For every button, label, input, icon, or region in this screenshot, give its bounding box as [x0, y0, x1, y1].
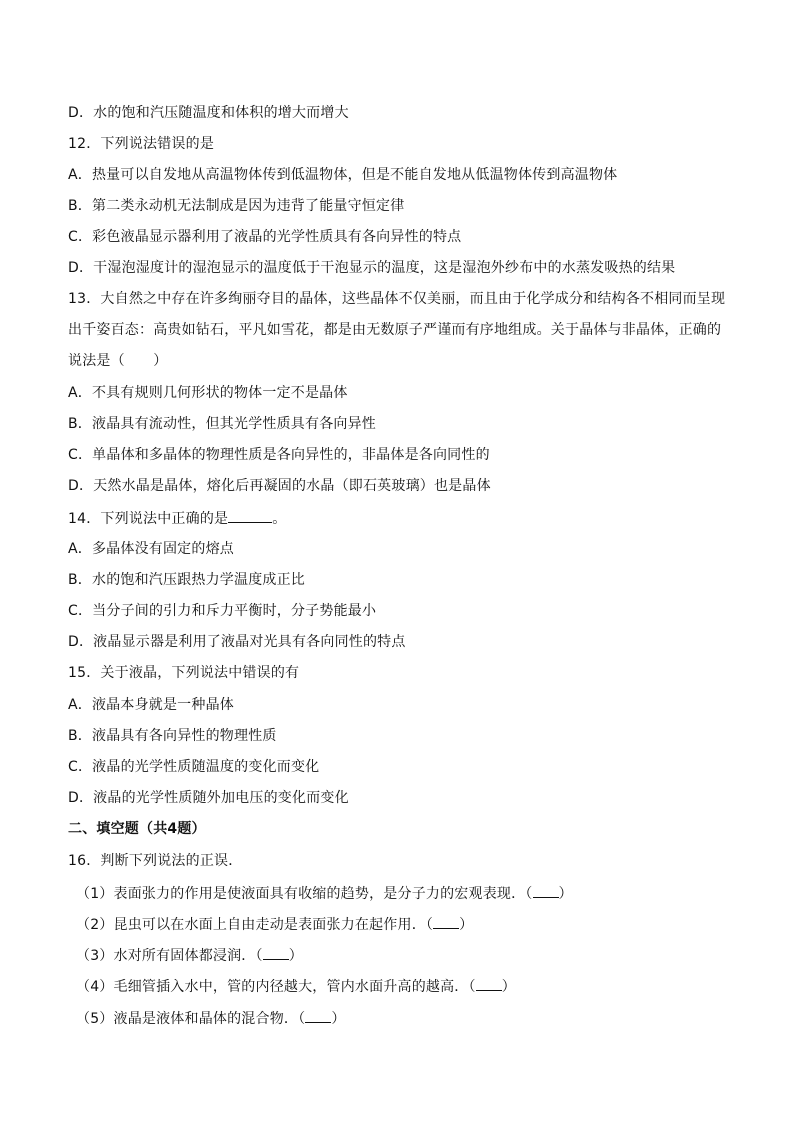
q12-option-a: A．热量可以自发地从高温物体传到低温物体，但是不能自发地从低温物体传到高温物体	[68, 167, 618, 183]
q12-option-b: B．第二类永动机无法制成是因为违背了能量守恒定律	[68, 198, 405, 214]
q16-item-4-close: ）	[501, 979, 516, 995]
q16-item-5	[76, 1008, 346, 1028]
q16-item-2-text: （2）昆虫可以在水面上自由走动是表面张力在起作用．（	[76, 917, 434, 933]
answer-blank	[533, 883, 559, 898]
q16-item-3-text: （3）水对所有固体都浸润．（	[76, 948, 263, 964]
q13-option-c: C．单晶体和多晶体的物理性质是各向异性的，非晶体是各向同性的	[68, 447, 490, 463]
q14-option-c: C．当分子间的引力和斥力平衡时，分子势能最小	[68, 603, 377, 619]
answer-blank	[305, 1008, 331, 1023]
q11-option-d: D．水的饱和汽压随温度和体积的增大而增大	[68, 105, 349, 121]
q15-option-a: A．液晶本身就是一种晶体	[68, 697, 234, 713]
q14-option-d: D．液晶显示器是利用了液晶对光具有各向同性的特点	[68, 634, 406, 650]
q16-item-5-text: （5）液晶是液体和晶体的混合物．（	[76, 1011, 306, 1027]
q13-option-d: D．天然水晶是晶体，熔化后再凝固的水晶（即石英玻璃）也是晶体	[68, 478, 491, 494]
q14-option-b: B．水的饱和汽压跟热力学温度成正比	[68, 572, 306, 588]
q14-stem-end: 。	[272, 511, 287, 527]
q16-item-1-text: （1）表面张力的作用是使液面具有收缩的趋势，是分子力的宏观表现．（	[76, 886, 533, 902]
q13-stem-line3: 说法是（ ）	[68, 353, 168, 369]
q15-option-b: B．液晶具有各向异性的物理性质	[68, 728, 277, 744]
q13-option-a: A．不具有规则几何形状的物体一定不是晶体	[68, 385, 348, 401]
q14-stem	[68, 508, 286, 528]
q13-stem-line2: 出千姿百态：高贵如钻石，平凡如雪花，都是由无数原子严谨而有序地组成。关于晶体与非晶体，正确的	[68, 322, 722, 338]
q16-item-2-close: ）	[459, 917, 474, 933]
q15-option-d: D．液晶的光学性质随外加电压的变化而变化	[68, 790, 349, 806]
answer-blank	[263, 945, 289, 960]
q14-option-a: A．多晶体没有固定的熔点	[68, 541, 234, 557]
q16-item-1	[76, 883, 573, 903]
q12-option-d: D．干湿泡湿度计的湿泡显示的温度低于干泡显示的温度，这是湿泡外纱布中的水蒸发吸热的结果	[68, 260, 676, 276]
q16-item-2	[76, 914, 473, 934]
q15-option-c: C．液晶的光学性质随温度的变化而变化	[68, 759, 320, 775]
q16-item-4-text: （4）毛细管插入水中，管的内径越大，管内水面升高的越高．（	[76, 979, 476, 995]
q15-stem: 15．关于液晶，下列说法中错误的有	[68, 665, 300, 681]
q16-item-3-close: ）	[288, 948, 303, 964]
section-heading-fill-in: 二、填空题（共4题）	[68, 821, 206, 837]
answer-blank	[433, 914, 459, 929]
q14-stem-text: 14．下列说法中正确的是	[68, 511, 229, 527]
q16-item-5-close: ）	[331, 1011, 346, 1027]
q12-option-c: C．彩色液晶显示器利用了液晶的光学性质具有各向异性的特点	[68, 229, 462, 245]
answer-blank	[476, 976, 502, 991]
q13-option-b: B．液晶具有流动性，但其光学性质具有各向异性	[68, 416, 377, 432]
q16-stem: 16．判断下列说法的正误．	[68, 853, 243, 869]
q16-item-4	[76, 976, 516, 996]
answer-blank	[228, 508, 272, 523]
q12-stem: 12．下列说法错误的是	[68, 136, 215, 152]
q16-item-1-close: ）	[558, 886, 573, 902]
q13-stem-line1: 13．大自然之中存在许多绚丽夺目的晶体，这些晶体不仅美丽，而且由于化学成分和结构各不相同而呈现	[68, 291, 726, 307]
q16-item-3	[76, 945, 303, 965]
